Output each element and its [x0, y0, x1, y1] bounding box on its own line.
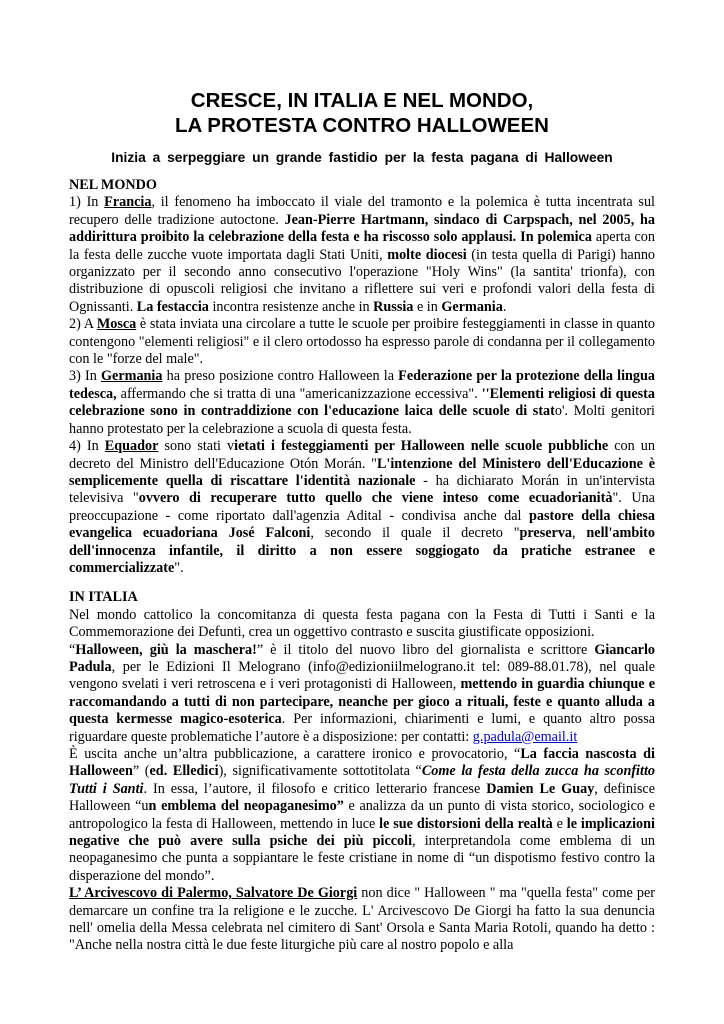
- paragraph-le-guay-book: È uscita anche un’altra pubblicazione, a carattere ironico e provocatorio, “La faccia nascosta di Halloween” (ed. Elledici), significativamente sottotitolata “Come la festa della zucca ha sconfitto Tutti i Santi. In essa, l’autore, il filosofo e critico letterario francese Damien Le Guay, definisce Halloween “un emblema del neopaganesimo” e analizza da un punto di vista storico, sociologico e antropologico la festa di Halloween, mettendo in luce le sue distorsioni della realtà e le implicazioni negative che può avere sulla psiche dei più piccoli, interpretandola come emblema di un neopaganesimo che punta a soppiantare le feste cristiane in nome di “un dispotismo festivo contro la disperazione del mondo”.: [69, 746, 656, 884]
- title-line-1: CRESCE, IN ITALIA E NEL MONDO,: [190, 89, 534, 112]
- section-heading-world: NEL MONDO: [69, 177, 157, 193]
- paragraph-padula-book: “Halloween, giù la maschera!” è il titolo del nuovo libro del giornalista e scrittore Giancarlo Padula, per le Edizioni Il Melograno (info@edizioniilmelograno.it tel: 089-88.01.78), nel quale vengono svelati i veri retroscena e i veri protagonisti di Halloween, mettendo in guardia chiunque e raccomandando a tutti di non partecipare, neanche per gioco a rituali, feste e quanto alluda a questa kermesse magico-esoterica. Per informazioni, chiarimenti e lumi, e quanto altro possa riguardare queste problematiche l’autore è a disposizione: per contatti: g.padula@email.it: [69, 641, 656, 745]
- paragraph-archbishop: L’ Arcivescovo di Palermo, Salvatore De Giorgi non dice " Halloween " ma "quella festa" come per demarcare un confine tra la religione e le zucche. L' Arcivescovo De Giorgi ha fatto la sua denuncia nell' omelia della Messa celebrata nel cimitero di Sant' Orsola e Santa Maria Rotoli, quando ha detto : "Anche nella nostra città le due feste liturgiche più care al nostro popolo e alla: [69, 885, 655, 954]
- section-gap: [69, 577, 655, 589]
- paragraph-ecuador: 4) In Equador sono stati vietati i festeggiamenti per Halloween nelle scuole pubbliche con un decreto del Ministro dell'Educazione Otón Morán. "L'intenzione del Ministero dell'Educazione è semplicemente quella di riscattare l'identità nazionale - ha dichiarato Morán in un'intervista televisiva "ovvero di recuperare tutto quello che viene inteso come ecuadorianità". Una preoccupazione - come riportato dall'agenzia Adital - condivisa anche dal pastore della chiesa evangelica ecuadoriana José Falconi, secondo il quale il decreto "preserva, nell'ambito dell'innocenza infantile, il diritto a non essere soggiogato da pratiche estranee e commercializzate".: [69, 438, 655, 576]
- email-link[interactable]: g.padula@email.it: [472, 728, 578, 745]
- archbishop-name: L’ Arcivescovo di Palermo, Salvatore De Giorgi: [69, 885, 358, 902]
- paragraph-france: 1) In Francia, il fenomeno ha imboccato il viale del tramonto e la polemica è tutta incentrata sul recupero delle tradizione autoctone. Jean-Pierre Hartmann, sindaco di Carpspach, nel 2005, ha addirittura proibito la celebrazione della festa e ha riscosso solo applausi. In polemica aperta con la festa delle zucche vuote importata dagli Stati Uniti, molte diocesi (in testa quella di Parigi) hanno organizzato per il secondo anno consecutivo l'operazione "Holy Wins" (la santita' trionfa), con distribuzione di opuscoli religiosi che invitano a riflettere sui veri e profondi valori della festa di Ognissanti. La festaccia incontra resistenze anche in Russia e in Germania.: [69, 194, 656, 315]
- title-line-2: LA PROTESTA CONTRO HALLOWEEN: [175, 114, 549, 137]
- city-moscow: Mosca: [96, 316, 137, 333]
- country-france: Francia: [104, 194, 152, 211]
- paragraph-germany: 3) In Germania ha preso posizione contro Halloween la Federazione per la protezione della lingua tedesca, affermando che si tratta di una "americanizzazione eccessiva". ''Elementi religiosi di questa celebrazione sono in contraddizione con l'educazione laica delle scuole di stato'. Molti genitori hanno protestato per la celebrazione a scuola di questa festa.: [69, 368, 655, 437]
- subtitle: Inizia a serpeggiare un grande fastidio per la festa pagana di Halloween: [111, 150, 613, 165]
- country-germany: Germania: [101, 368, 163, 385]
- country-ecuador: Equador: [104, 438, 159, 455]
- paragraph-italy-intro: Nel mondo cattolico la concomitanza di questa festa pagana con la Festa di Tutti i Santi e la Commemorazione dei Defunti, crea un oggettivo contrasto e suscita giustificate opposizioni.: [69, 606, 655, 641]
- section-heading-italy: IN ITALIA: [69, 589, 138, 606]
- article-body: [69, 177, 655, 955]
- paragraph-moscow: 2) A Mosca è stata inviata una circolare a tutte le scuole per proibire festeggiamenti in classe in quanto contengono "elementi religiosi" e il clero ortodosso ha espresso parole di condanna per il collegamento con le "forze del male".: [69, 316, 656, 368]
